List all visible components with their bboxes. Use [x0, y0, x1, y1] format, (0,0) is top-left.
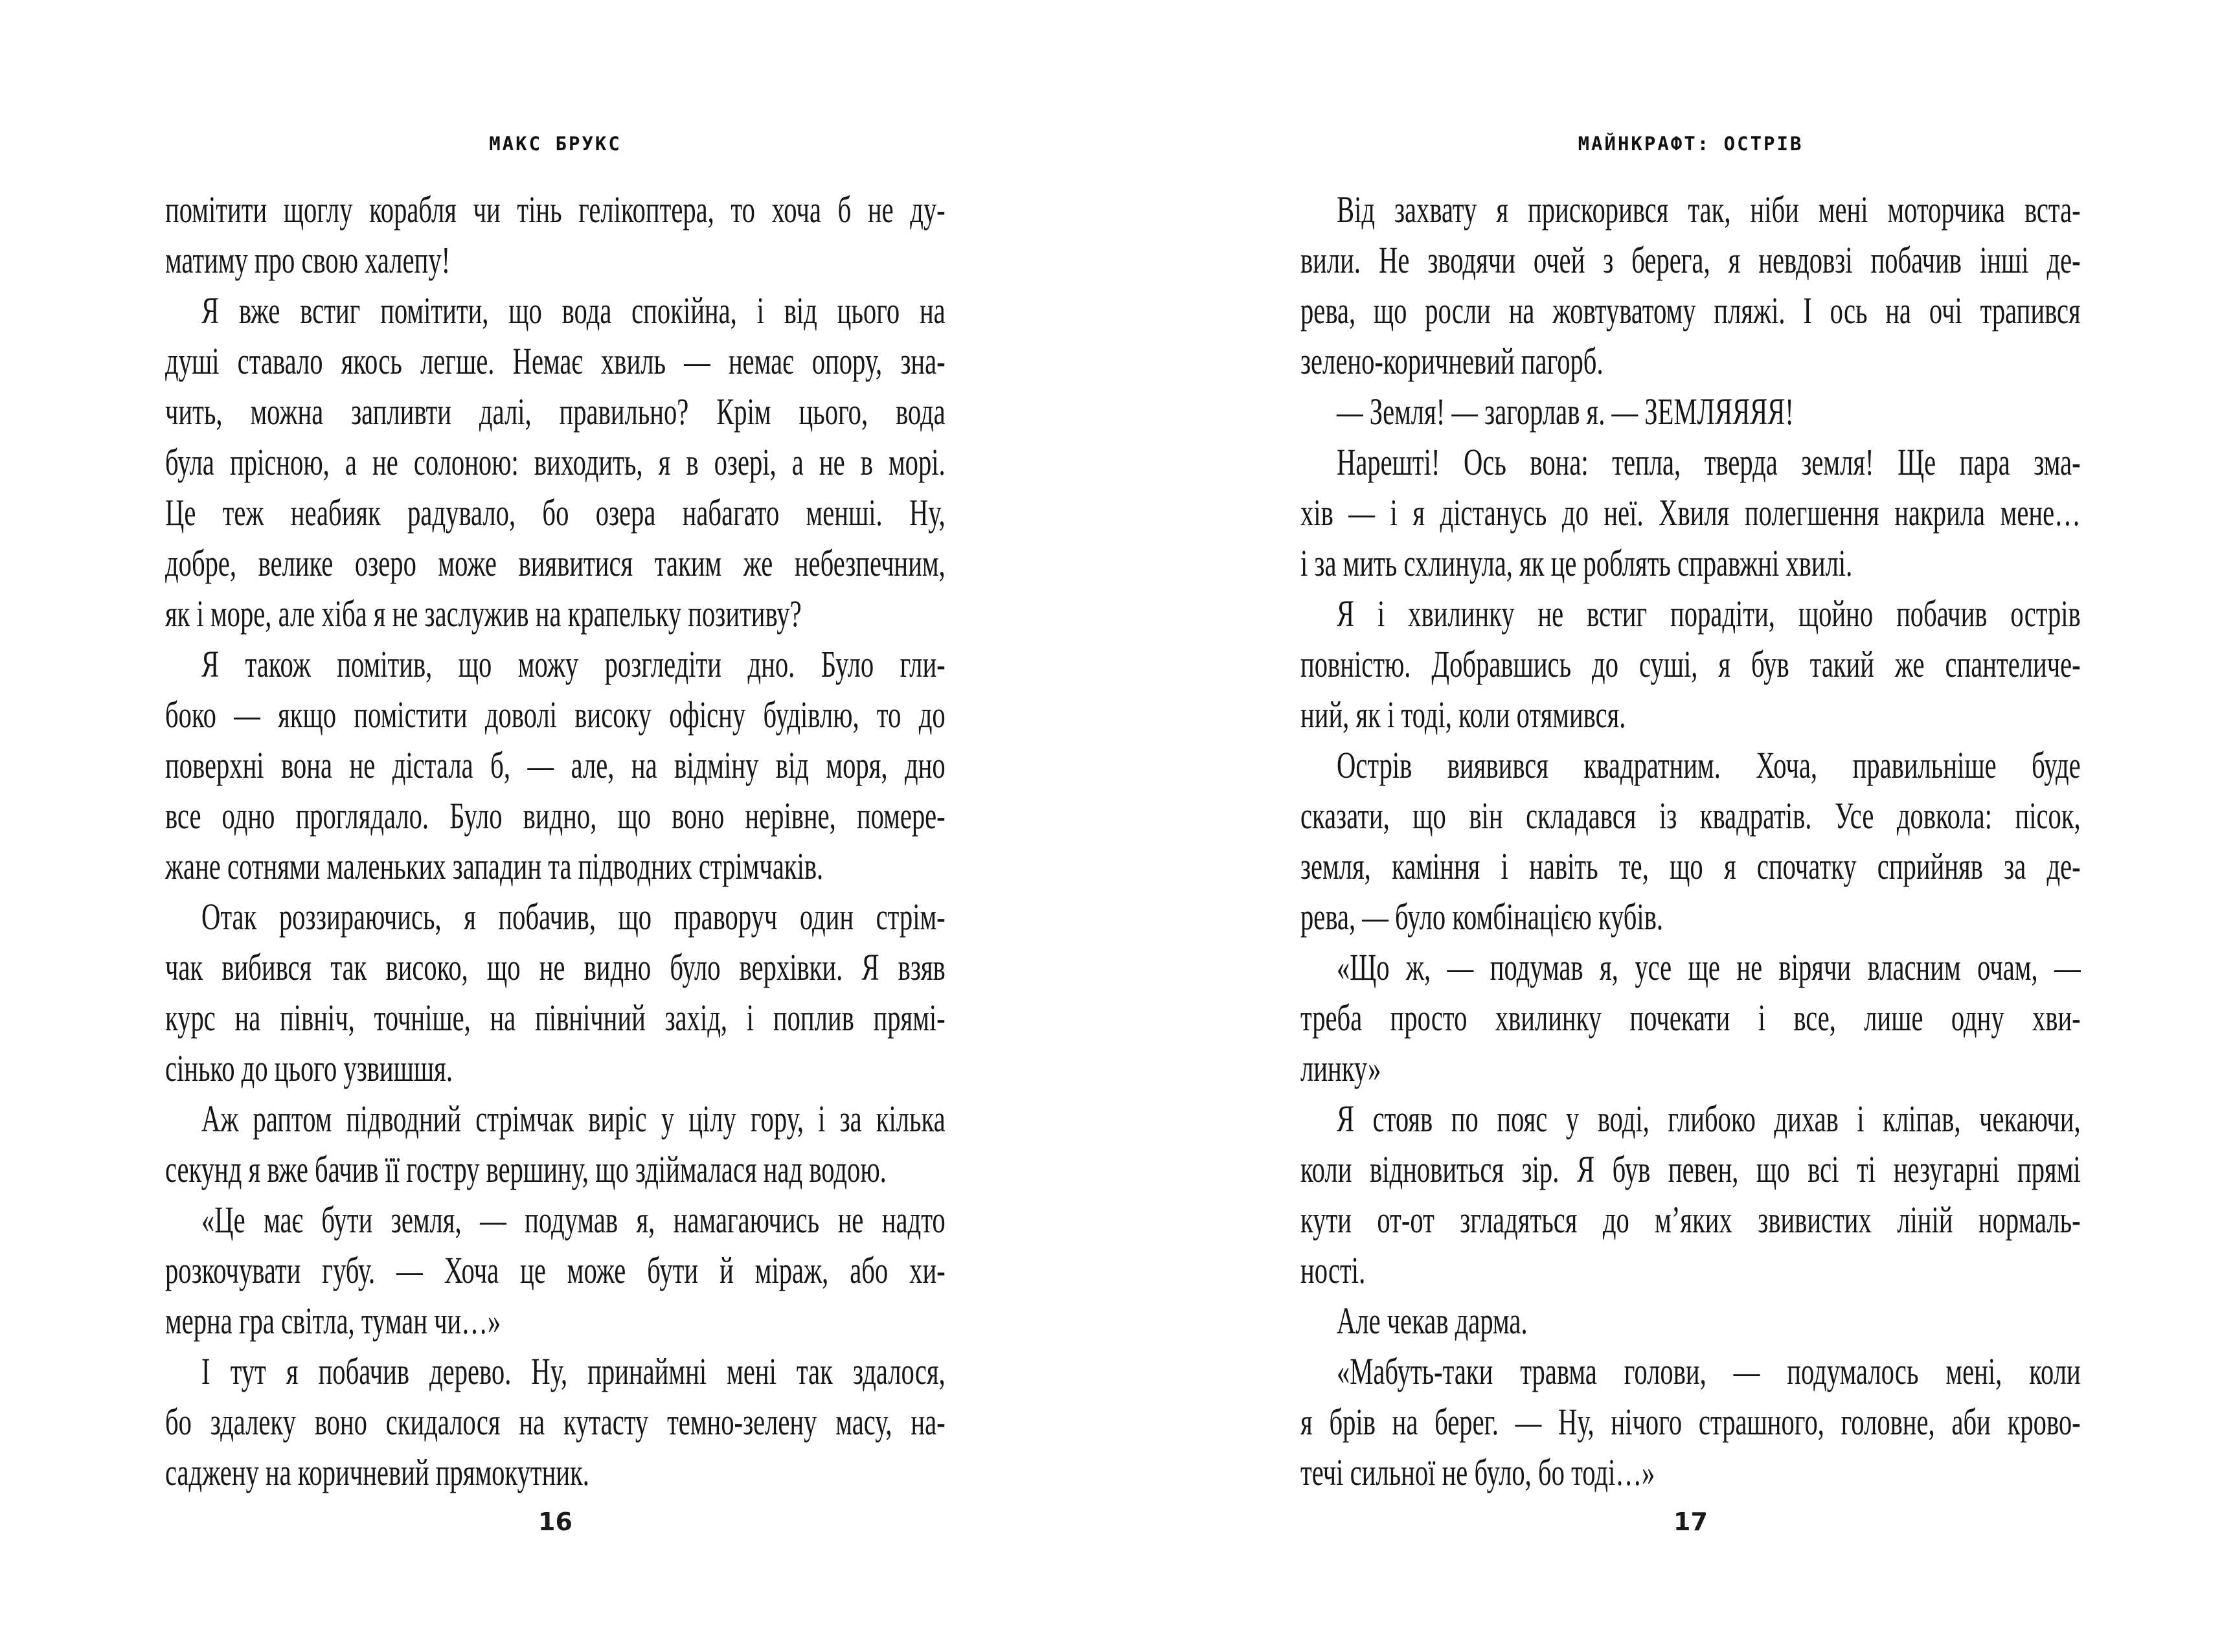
left-page: [165, 0, 946, 1652]
text-line: добре, велике озеро може виявитися таким же небезпечним,: [165, 542, 946, 584]
text-line: — Земля! — загорлав я. — ЗЕМЛЯЯЯЯ!: [1337, 390, 1794, 433]
text-line: хів — і я дістанусь до неї. Хвиля полегшення накрила мене…: [1300, 492, 2081, 534]
text-line: Я вже встиг помітити, що вода спокійна, і від цього на: [201, 289, 946, 332]
text-line: матиму про свою халепу!: [165, 239, 451, 281]
text-line: жане сотнями маленьких западин та підводних стрімчаків.: [165, 845, 824, 887]
text-line: течі сильної не було, бо тоді…»: [1300, 1451, 1655, 1493]
text-line: «Що ж, — подумав я, усе ще не вірячи власним очам, —: [1337, 946, 2081, 988]
page-number-right: 17: [1673, 1508, 1708, 1536]
text-line: Я стояв по пояс у воді, глибоко дихав і кліпав, чекаючи,: [1337, 1098, 2081, 1140]
text-line: зелено-коричневий пагорб.: [1300, 340, 1604, 382]
text-line: була прісною, а не солоною: виходить, я в озері, а не в морі.: [165, 441, 946, 483]
text-line: сінько до цього узвишшя.: [165, 1047, 453, 1089]
text-line: ності.: [1300, 1249, 1366, 1291]
text-line: Острів виявився квадратним. Хоча, правильніше буде: [1337, 744, 2081, 786]
text-line: як і море, але хіба я не заслужив на крапельку позитиву?: [165, 593, 802, 635]
text-line: повністю. Добравшись до суші, я був такий же спантеличе-: [1300, 643, 2081, 685]
text-line: Я і хвилинку не встиг порадіти, щойно побачив острів: [1337, 593, 2081, 635]
text-line: розкочувати губу. — Хоча це може бути й міраж, або хи-: [165, 1249, 946, 1291]
text-line: треба просто хвилинку почекати і все, лише одну хви-: [1300, 997, 2081, 1039]
text-line: «Мабуть-таки травма голови, — подумалось мені, коли: [1337, 1350, 2081, 1392]
text-line: Отак роззираючись, я побачив, що праворуч один стрім-: [201, 896, 946, 938]
text-line: бо здалеку воно скидалося на кутасту темно-зелену масу, на-: [165, 1401, 946, 1443]
text-line: рева, — було комбінацією кубів.: [1300, 896, 1664, 938]
left-page-text: [165, 185, 946, 1498]
text-line: курс на північ, точніше, на північний захід, і поплив прямі-: [165, 997, 946, 1039]
text-line: все одно проглядало. Було видно, що воно нерівне, помере-: [165, 795, 946, 837]
text-line: ний, як і тоді, коли отямився.: [1300, 694, 1626, 736]
text-line: саджену на коричневий прямокутник.: [165, 1451, 589, 1493]
text-line: Від захвату я прискорився так, ніби мені моторчика вста-: [1337, 188, 2081, 231]
text-line: Це теж неабияк радувало, бо озера набагато менші. Ну,: [165, 492, 946, 534]
text-line: секунд я вже бачив її гостру вершину, що здіймалася над водою.: [165, 1148, 887, 1190]
text-line: боко — якщо помістити доволі високу офісну будівлю, то до: [165, 694, 946, 736]
text-line: «Це має бути земля, — подумав я, намагаючись не надто: [201, 1199, 946, 1241]
text-line: земля, каміння і навіть те, що я спочатку сприйняв за де-: [1300, 845, 2081, 887]
text-line: Аж раптом підводний стрімчак виріс у цілу гору, і за кілька: [201, 1098, 946, 1140]
text-line: Я також помітив, що можу розгледіти дно. Було гли-: [201, 643, 946, 685]
text-line: душі ставало якось легше. Немає хвиль — немає опору, зна-: [165, 340, 946, 382]
text-line: чить, можна запливти далі, правильно? Крім цього, вода: [165, 390, 946, 433]
text-line: і за мить схлинула, як це роблять справжні хвилі.: [1300, 542, 1853, 584]
text-line: сказати, що він складався із квадратів. Усе довкола: пісок,: [1300, 795, 2081, 837]
text-line: вили. Не зводячи очей з берега, я невдовзі побачив інші де-: [1300, 239, 2081, 281]
right-page-text: [1300, 185, 2081, 1498]
text-line: линку»: [1300, 1047, 1381, 1089]
text-line: коли відновиться зір. Я був певен, що всі ті незугарні прямі: [1300, 1148, 2081, 1190]
text-line: Але чекав дарма.: [1337, 1300, 1528, 1342]
text-line: помітити щоглу корабля чи тінь гелікоптера, то хоча б не ду-: [165, 188, 946, 231]
text-line: рева, що росли на жовтуватому пляжі. І ось на очі трапився: [1300, 289, 2081, 332]
running-header-author: МАКС БРУКС: [489, 133, 622, 155]
text-line: мерна гра світла, туман чи…»: [165, 1300, 501, 1342]
text-line: я брів на берег. — Ну, нічого страшного, головне, аби крово-: [1300, 1401, 2081, 1443]
text-line: кути от-от згладяться до м’яких звивистих ліній нормаль-: [1300, 1199, 2081, 1241]
text-line: І тут я побачив дерево. Ну, принаймні мені так здалося,: [201, 1350, 946, 1392]
page-number-left: 16: [538, 1508, 572, 1536]
running-header-title: МАЙНКРАФТ: ОСТРІВ: [1578, 133, 1804, 155]
text-line: поверхні вона не дістала б, — але, на відміну від моря, дно: [165, 744, 946, 786]
text-line: Нарешті! Ось вона: тепла, тверда земля! Ще пара зма-: [1337, 441, 2081, 483]
text-line: чак вибився так високо, що не видно було верхівки. Я взяв: [165, 946, 946, 988]
right-page: [1300, 0, 2081, 1652]
